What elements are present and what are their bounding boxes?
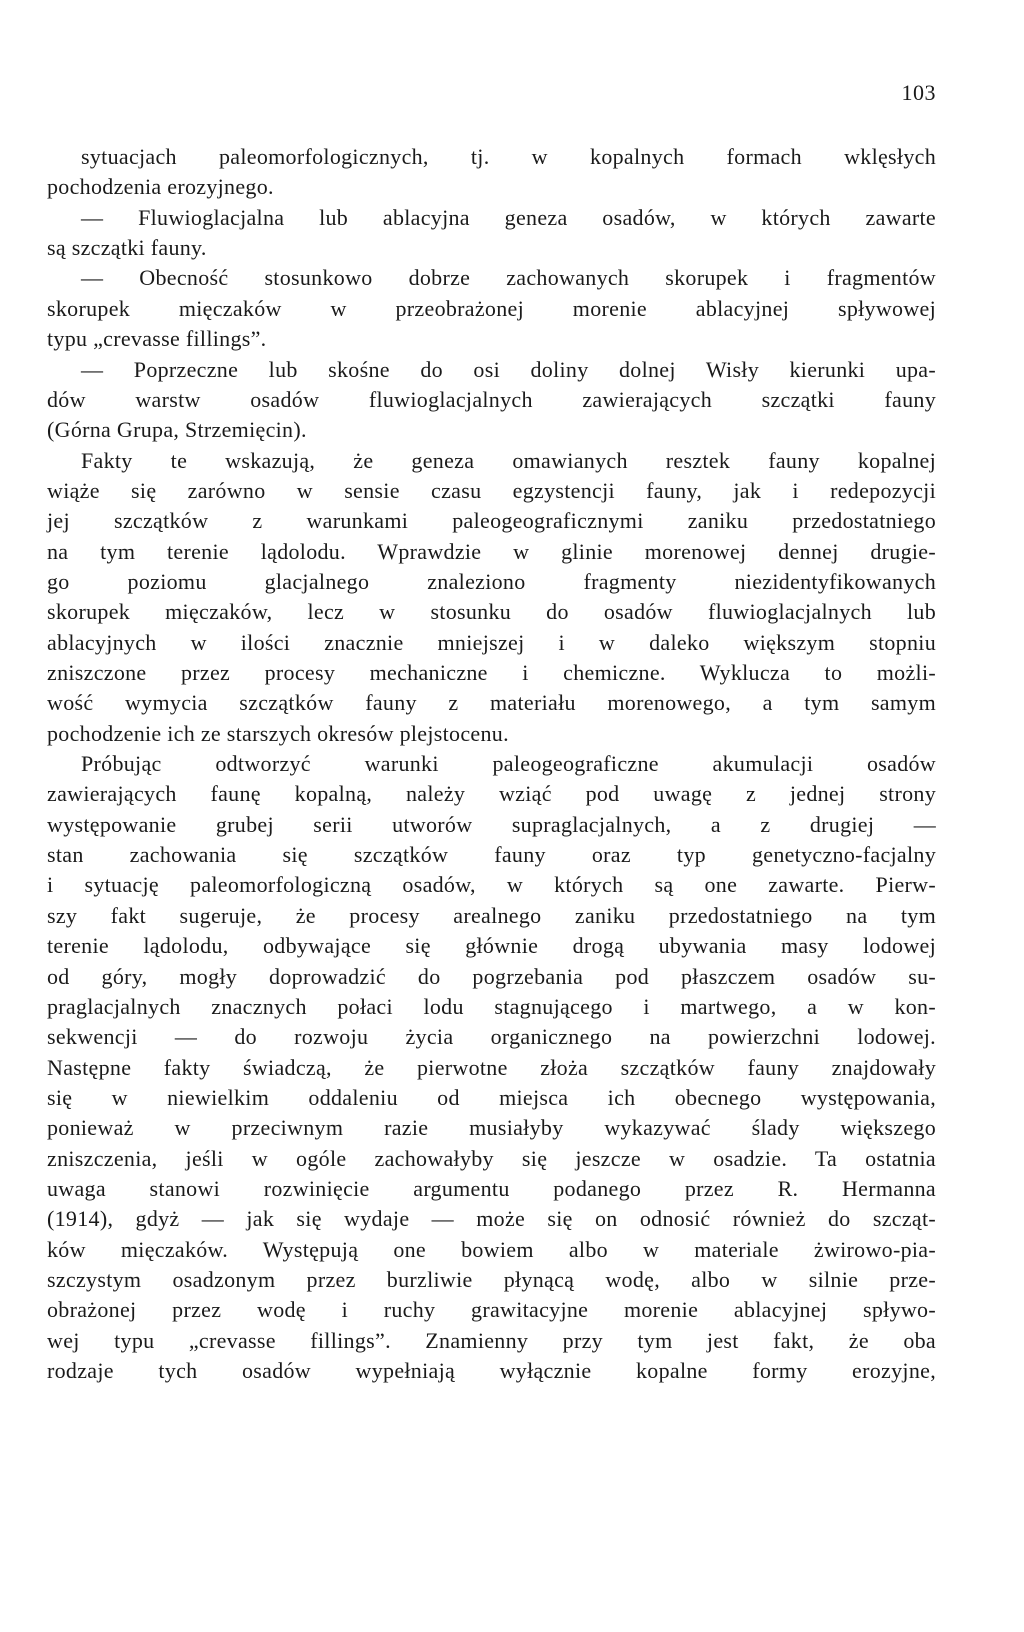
text-line: Następne fakty świadczą, że pierwotne złoża szczątków fauny znajdowały	[47, 1054, 936, 1080]
text-line: na tym terenie lądolodu. Wprawdzie w glinie morenowej dennej drugie-	[47, 538, 936, 564]
text-line: zawierających faunę kopalną, należy wziąć pod uwagę z jednej strony	[47, 781, 936, 807]
text-line: wiąże się zarówno w sensie czasu egzystencji fauny, jak i redepozycji	[47, 477, 936, 503]
text-line: uwaga stanowi rozwinięcie argumentu podanego przez R. Hermanna	[47, 1175, 936, 1201]
text-line: skorupek mięczaków, lecz w stosunku do osadów fluwioglacjalnych lub	[47, 599, 936, 625]
text-line: rodzaje tych osadów wypełniają wyłącznie kopalne formy erozyjne,	[47, 1358, 936, 1383]
text-line: Próbując odtworzyć warunki paleogeograficzne akumulacji osadów	[81, 751, 936, 776]
text-line: jej szczątków z warunkami paleogeograficznymi zaniku przedostatniego	[47, 508, 936, 534]
text-line: Fakty te wskazują, że geneza omawianych resztek fauny kopalnej	[81, 447, 936, 473]
text-line: stan zachowania się szczątków fauny oraz typ genetyczno-facjalny	[47, 842, 936, 868]
text-line: typu „crevasse fillings”.	[47, 326, 267, 352]
text-line: pochodzenia erozyjnego.	[47, 174, 274, 200]
text-line: sytuacjach paleomorfologicznych, tj. w kopalnych formach wklęsłych	[81, 144, 936, 169]
text-line: dów warstw osadów fluwioglacjalnych zawierających szczątki fauny	[47, 386, 936, 412]
text-line: i sytuację paleomorfologiczną osadów, w których są one zawarte. Pierw-	[47, 872, 936, 898]
text-line: go poziomu glacjalnego znaleziono fragmenty niezidentyfikowanych	[47, 568, 936, 594]
text-line: wość wymycia szczątków fauny z materiału morenowego, a tym samym	[47, 690, 936, 716]
text-line: są szczątki fauny.	[47, 235, 207, 261]
text-line: sekwencji — do rozwoju życia organicznego na powierzchni lodowej.	[47, 1024, 936, 1050]
text-line: zniszczenia, jeśli w ogóle zachowałyby się jeszcze w osadzie. Ta ostatnia	[47, 1145, 936, 1171]
text-line: szy fakt sugeruje, że procesy arealnego zaniku przedostatniego na tym	[47, 902, 936, 928]
text-line: ków mięczaków. Występują one bowiem albo w materiale żwirowo-pia-	[47, 1236, 936, 1262]
text-line: (1914), gdyż — jak się wydaje — może się on odnosić również do szcząt-	[47, 1206, 936, 1232]
text-line: pochodzenie ich ze starszych okresów plejstocenu.	[47, 720, 509, 746]
text-line: terenie lądolodu, odbywające się głównie drogą ubywania masy lodowej	[47, 933, 936, 959]
text-line: skorupek mięczaków w przeobrażonej morenie ablacyjnej spływowej	[47, 295, 936, 321]
text-line: występowanie grubej serii utworów supraglacjalnych, a z drugiej —	[47, 811, 936, 837]
text-line: obrażonej przez wodę i ruchy grawitacyjne morenie ablacyjnej spływo-	[47, 1297, 936, 1323]
text-line: zniszczone przez procesy mechaniczne i chemiczne. Wyklucza to możli-	[47, 660, 936, 685]
page-number: 103	[901, 80, 936, 105]
text-line: — Obecność stosunkowo dobrze zachowanych skorupek i fragmentów	[81, 265, 936, 291]
text-line: od góry, mogły doprowadzić do pogrzebania pod płaszczem osadów su-	[47, 963, 936, 989]
text-line: ponieważ w przeciwnym razie musiałyby wykazywać ślady większego	[47, 1115, 936, 1141]
text-line: — Fluwioglacjalna lub ablacyjna geneza osadów, w których zawarte	[81, 204, 936, 230]
text-line: — Poprzeczne lub skośne do osi doliny dolnej Wisły kierunki upa-	[81, 356, 936, 382]
text-line: się w niewielkim oddaleniu od miejsca ich obecnego występowania,	[47, 1084, 936, 1110]
text-line: szczystym osadzonym przez burzliwie płynącą wodę, albo w silnie prze-	[47, 1267, 936, 1292]
text-line: praglacjalnych znacznych połaci lodu stagnującego i martwego, a w kon-	[47, 993, 936, 1019]
text-line: ablacyjnych w ilości znacznie mniejszej i w daleko większym stopniu	[47, 629, 936, 655]
text-line: wej typu „crevasse fillings”. Znamienny przy tym jest fakt, że oba	[47, 1327, 936, 1353]
text-line: (Górna Grupa, Strzemięcin).	[47, 417, 307, 443]
